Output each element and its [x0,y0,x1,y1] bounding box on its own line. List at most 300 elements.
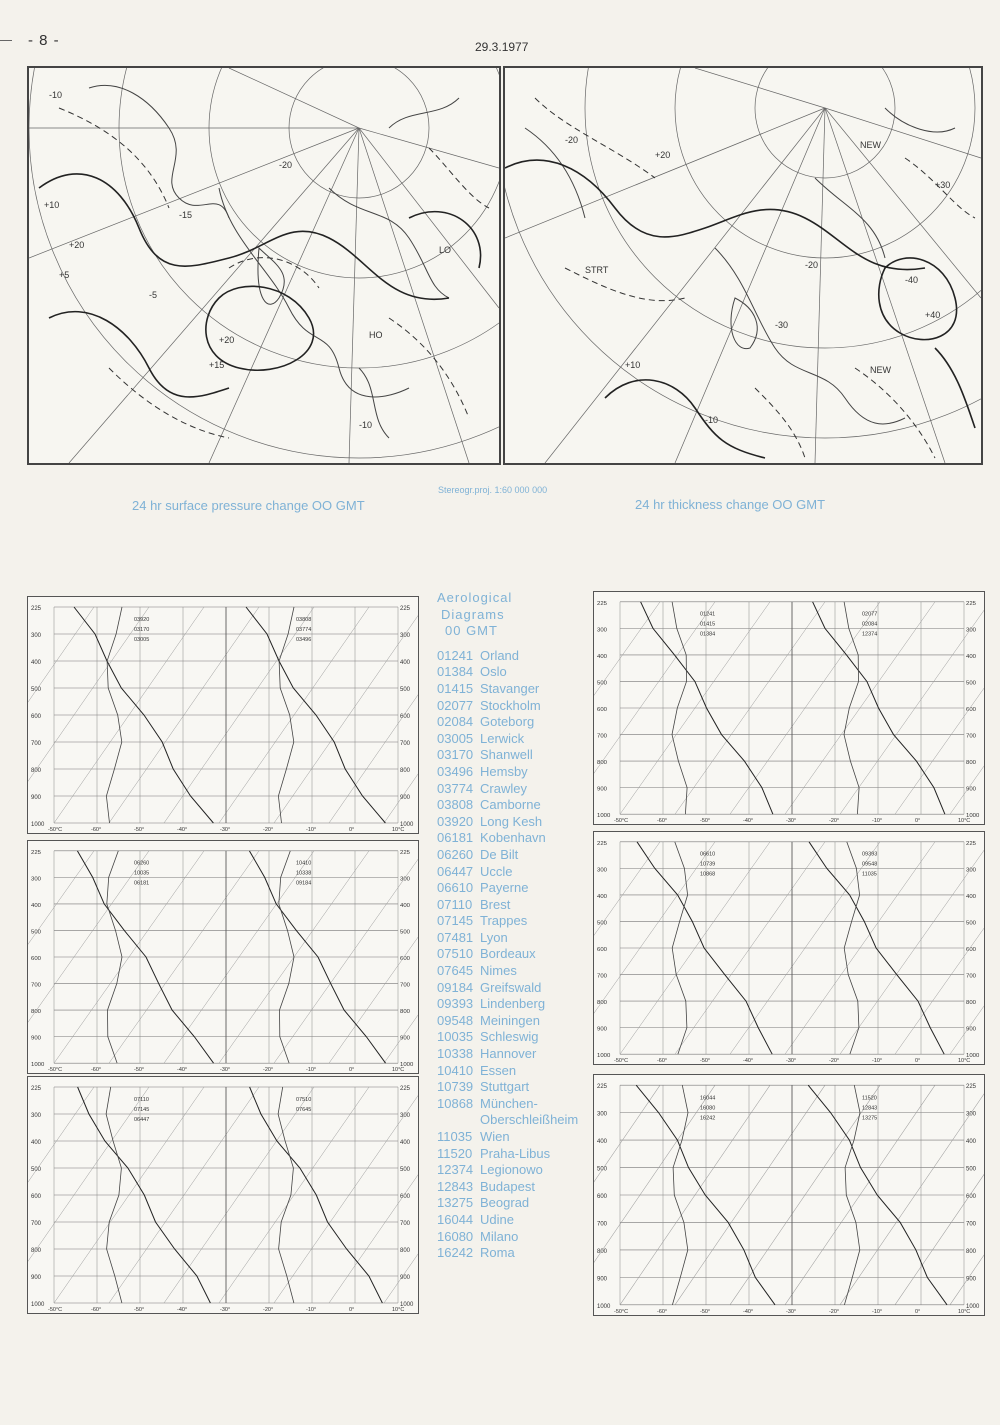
station-row [437,1112,578,1129]
pressure-label: 300 [597,867,608,874]
station-code-label: 12374 [862,631,878,638]
pressure-label: 600 [966,1194,977,1201]
thickness-caption: 24 hr thickness change OO GMT [635,497,826,512]
temperature-label: -60° [657,1308,668,1315]
station-name: Lerwick [480,730,525,746]
pressure-label: 500 [400,1167,411,1173]
pressure-label: 400 [966,653,977,660]
temperature-label: -60° [91,1067,102,1073]
pressure-label: 500 [399,929,411,936]
station-row [437,880,578,897]
station-name: Legionowo [480,1162,543,1178]
map-label: +20 [219,335,235,345]
station-code-label: 06447 [134,1117,150,1123]
station-code: 07110 [437,896,473,912]
pressure-label: 225 [399,849,411,856]
station-code-label: 16080 [700,1105,716,1112]
station-name: Wien [480,1129,510,1144]
station-name: Schleswig [480,1029,539,1045]
pressure-label: 300 [31,633,42,639]
station-row [437,714,578,731]
pressure-label: 700 [400,741,411,747]
pressure-label: 800 [400,768,411,774]
pressure-label: 300 [597,1111,608,1118]
station-name: Stuttgart [480,1079,530,1095]
station-name: Bordeaux [480,946,536,962]
temperature-label: -60° [657,1058,668,1064]
station-code-label: 02077 [862,611,878,618]
pressure-label: 500 [31,929,42,936]
temperature-label: 10°C [392,1307,405,1313]
pressure-label: 800 [597,760,608,767]
temperature-label: -10° [872,1308,883,1315]
station-row [437,913,578,930]
station-code: 16242 [437,1245,474,1261]
temperature-label: -50° [700,818,711,824]
station-code-label: 07645 [296,1107,312,1113]
station-code: 01241 [437,647,474,663]
station-name: Crawley [480,780,527,796]
station-code-label: 01384 [700,631,716,638]
station-code: 02084 [437,714,474,730]
station-code: 09184 [437,979,474,995]
pressure-label: 300 [400,1113,411,1119]
projection-caption: Stereogr.proj. 1:60 000 000 [438,485,548,495]
map-label: -10 [49,90,63,100]
station-row [437,1162,578,1179]
pressure-label: 400 [597,893,608,900]
station-code: 11035 [437,1129,473,1144]
map-label: NEW [870,365,891,375]
map-label: +5 [59,270,70,280]
pressure-label: 700 [31,982,42,989]
station-name: Milano [480,1228,519,1244]
thickness-change-map [503,66,983,465]
station-code-label: 02084 [862,621,878,628]
temperature-label: 0° [349,827,355,833]
station-name: Lyon [480,929,508,945]
pressure-label: 800 [399,1009,411,1016]
legend-title [437,590,578,640]
station-name: Nimes [480,963,517,979]
pressure-label: 225 [966,840,977,847]
temperature-label: -30° [786,1308,797,1315]
temperature-label: 0° [915,1058,921,1064]
pressure-label: 700 [597,1221,608,1228]
temperature-label: 0° [349,1307,355,1313]
temperature-label: -30° [786,1058,797,1064]
station-code: 13275 [437,1195,474,1211]
temperature-label: 10°C [958,1058,971,1064]
isallobar-solid-lines [39,174,481,397]
temperature-label: -30° [786,818,797,824]
pressure-label: 500 [597,920,608,927]
map-label: -20 [565,135,579,145]
station-row [437,830,578,847]
station-row [437,648,578,665]
pressure-label: 500 [597,1166,608,1173]
pressure-label: 400 [966,1139,977,1146]
pressure-label: 800 [966,1248,977,1255]
station-code-label: 06181 [134,880,150,887]
station-row [437,864,578,881]
pressure-label: 225 [31,1086,42,1092]
temperature-label: -10° [306,1307,317,1313]
temperature-label: -40° [177,827,188,833]
temperature-label: -50°C [614,818,629,824]
station-code-label: 09548 [862,861,878,868]
pressure-label: 500 [966,920,977,927]
temperature-label: -20° [829,818,840,824]
diagram-graphic [594,832,984,1064]
temperature-label: -40° [743,818,754,824]
pressure-label: 700 [31,741,42,747]
pressure-label: 1000 [399,1062,414,1069]
station-name: Oslo [480,664,507,680]
pressure-label: 600 [31,714,42,720]
station-code-label: 10035 [134,870,150,877]
station-code: 03005 [437,730,474,746]
pressure-label: 1000 [966,813,980,820]
pressure-label: 500 [966,1166,977,1173]
station-name: De Bilt [480,846,519,862]
diagram-graphic [594,1075,984,1315]
station-row [437,681,578,698]
temperature-label: -50° [134,827,145,833]
station-row [437,731,578,748]
temperature-label: 10°C [391,1067,405,1073]
pressure-label: 700 [966,733,977,740]
temperature-label: -20° [829,1308,840,1315]
temperature-label: -50°C [48,1307,63,1313]
temperature-label: -50° [700,1308,711,1315]
pressure-label: 900 [399,1035,411,1042]
pressure-label: 600 [31,1194,42,1200]
map-label: +10 [625,360,641,370]
pressure-label: 600 [966,706,977,713]
temperature-label: 10°C [958,818,971,824]
pressure-label: 300 [966,1111,977,1118]
pressure-label: 300 [597,627,608,634]
station-code-label: 10868 [700,871,716,878]
station-name: Brest [480,896,511,912]
station-code: 10739 [437,1079,474,1095]
station-code-label: 16242 [700,1115,716,1122]
station-code: 06447 [437,863,474,879]
pressure-label: 1000 [31,1302,45,1308]
temperature-label: -60° [657,818,668,824]
temperature-label: -10° [306,1067,317,1073]
pressure-label: 300 [31,1113,42,1119]
surface-pressure-change-map [27,66,501,465]
station-code [437,1112,480,1129]
temperature-label: -50°C [614,1308,629,1315]
pressure-label: 1000 [31,1062,45,1069]
temperature-label: -30° [220,827,231,833]
station-code-label: 11520 [862,1095,877,1102]
pressure-label: 600 [966,946,977,953]
temperature-label: -50°C [48,1067,63,1073]
station-code: 03808 [437,797,474,813]
station-code-label: 12843 [862,1105,878,1112]
pressure-label: 1000 [400,822,414,828]
station-name: Udine [480,1211,514,1227]
station-row [437,664,578,681]
station-code: 10035 [437,1029,474,1045]
map-label: +10 [44,200,60,210]
pressure-label: 300 [966,867,977,874]
map-label: -20 [279,160,293,170]
map-label: -5 [149,290,158,300]
temperature-label: -20° [263,827,274,833]
map-projection-grid [505,68,981,463]
station-row [437,847,578,864]
pressure-label: 900 [31,1275,42,1281]
temperature-label: -60° [91,827,102,833]
station-name: Trappes [480,913,528,929]
pressure-label: 225 [400,606,411,612]
diagram-graphic [28,597,418,833]
pressure-label: 1000 [597,1053,611,1060]
aerological-diagram [593,591,985,825]
station-row [437,897,578,914]
pressure-label: 1000 [966,1053,980,1060]
map-label: NEW [860,140,881,150]
temperature-label: -20° [263,1067,274,1073]
pressure-label: 900 [400,1275,411,1281]
station-code: 12374 [437,1162,474,1178]
station-name: München- [480,1095,538,1111]
pressure-label: 500 [966,680,977,687]
station-code-label: 03920 [134,617,150,623]
map-label: +30 [935,180,951,190]
station-code: 03920 [437,813,474,829]
station-code-label: 03808 [296,617,312,623]
station-code-label: 07110 [134,1097,149,1103]
pressure-label: 225 [31,606,42,612]
pressure-label: 600 [31,955,42,962]
station-row [437,814,578,831]
surface-pressure-caption: 24 hr surface pressure change OO GMT [132,498,365,513]
pressure-label: 225 [597,840,608,847]
legend-title-line: 00 GMT [445,623,498,639]
aerological-diagram [593,831,985,1065]
station-row [437,930,578,947]
pressure-label: 800 [597,1248,608,1255]
temperature-label: -20° [263,1307,274,1313]
pressure-label: 600 [400,714,411,720]
pressure-label: 700 [399,982,411,989]
station-row [437,1079,578,1096]
station-name: Praha-Libus [480,1145,551,1161]
station-row [437,698,578,715]
pressure-label: 1000 [966,1303,980,1310]
station-code: 12843 [437,1178,474,1194]
pressure-label: 700 [597,973,608,980]
temperature-label: 10°C [958,1308,971,1315]
temperature-label: -30° [220,1307,231,1313]
station-row [437,1013,578,1030]
station-name: Stavanger [480,680,540,696]
pressure-label: 800 [966,1000,977,1007]
station-row [437,747,578,764]
thickness-map-graphic [505,68,981,463]
page-edge-mark [0,40,12,41]
pressure-label: 900 [966,786,977,793]
station-row [437,1029,578,1046]
pressure-label: 1000 [597,1303,611,1310]
pressure-label: 400 [399,902,411,909]
station-code: 06260 [437,846,474,862]
pressure-label: 900 [597,1026,608,1033]
station-row [437,1146,578,1163]
map-projection-grid [29,68,499,463]
station-name: Payerne [480,880,529,896]
station-code: 06610 [437,880,474,896]
station-row [437,1229,578,1246]
pressure-label: 225 [597,600,608,607]
pressure-label: 400 [31,1140,42,1146]
pressure-label: 400 [966,893,977,900]
pressure-label: 900 [400,795,411,801]
pressure-label: 400 [31,660,42,666]
temperature-label: 0° [349,1067,355,1073]
pressure-label: 400 [597,653,608,660]
station-code: 16080 [437,1228,474,1244]
station-code-label: 13275 [862,1115,878,1122]
station-name: Long Kesh [480,813,543,829]
pressure-label: 700 [966,973,977,980]
pressure-label: 500 [400,687,411,693]
station-row [437,1195,578,1212]
station-name: Kobenhavn [480,830,546,846]
station-name: Goteborg [480,714,535,730]
temperature-label: -10° [306,827,317,833]
diagram-graphic [28,1077,418,1313]
station-code: 01384 [437,664,474,680]
station-name: Stockholm [480,697,541,713]
pressure-label: 600 [399,955,411,962]
station-code: 02077 [437,697,474,713]
map-label: HO [369,330,383,340]
pressure-label: 600 [597,1194,608,1201]
map-label: -15 [179,210,193,220]
pressure-label: 900 [31,795,42,801]
station-code: 01415 [437,680,474,696]
legend-title-line: Diagrams [441,606,505,622]
station-code-label: 01415 [700,621,716,628]
pressure-label: 1000 [597,813,611,820]
station-name: Meiningen [480,1012,540,1028]
map-label: +40 [925,310,941,320]
pressure-label: 800 [966,760,977,767]
station-code: 11520 [437,1145,473,1161]
station-row [437,1063,578,1080]
temperature-label: -20° [829,1058,840,1064]
pressure-label: 700 [400,1221,411,1227]
aerological-legend [437,590,578,1262]
station-code-label: 09184 [296,880,312,887]
pressure-label: 900 [966,1026,977,1033]
station-row [437,963,578,980]
station-code: 07481 [437,929,474,945]
pressure-label: 225 [966,600,977,607]
temperature-label: -50° [134,1067,145,1073]
station-code-label: 07145 [134,1107,150,1113]
aerological-diagram [27,1076,419,1314]
pressure-label: 900 [597,786,608,793]
pressure-label: 700 [597,733,608,740]
station-name: Greifswald [480,979,542,995]
aerological-diagram [27,596,419,834]
temperature-label: -50°C [614,1058,629,1064]
pressure-label: 900 [966,1276,977,1283]
pressure-label: 700 [966,1221,977,1228]
station-code-label: 16044 [700,1095,716,1102]
station-name: Beograd [480,1195,530,1211]
station-row [437,980,578,997]
pressure-label: 800 [31,768,42,774]
temperature-label: -50°C [48,827,63,833]
station-code: 07145 [437,913,474,929]
station-name: Essen [480,1062,517,1078]
station-code: 09548 [437,1012,474,1028]
pressure-label: 225 [400,1086,411,1092]
station-name: Oberschleißheim [480,1112,579,1128]
station-name: Hemsby [480,763,528,779]
temperature-label: -50° [700,1058,711,1064]
temperature-label: -40° [743,1308,754,1315]
pressure-label: 300 [400,633,411,639]
pressure-label: 400 [597,1139,608,1146]
pressure-label: 600 [400,1194,411,1200]
temperature-label: 0° [915,1308,921,1315]
station-code-label: 11035 [862,871,877,878]
station-code-label: 03170 [134,627,150,633]
isallobar-dashed-lines [59,108,489,438]
surface-pressure-map-graphic [29,68,499,463]
temperature-label: -10° [872,1058,883,1064]
station-row [437,996,578,1013]
station-name: Hannover [480,1046,537,1062]
temperature-label: 0° [915,818,921,824]
temperature-label: -40° [177,1307,188,1313]
temperature-label: -40° [177,1067,188,1073]
station-row [437,1129,578,1146]
map-label: +20 [655,150,671,160]
map-label: -30 [775,320,789,330]
station-code: 06181 [437,830,474,846]
station-code-label: 03774 [296,627,312,633]
station-code: 10868 [437,1095,474,1111]
pressure-label: 900 [597,1276,608,1283]
station-row [437,1179,578,1196]
pressure-label: 800 [597,1000,608,1007]
diagram-graphic [594,592,984,824]
page-number: - 8 - [28,32,60,49]
station-code-label: 09393 [862,851,878,858]
station-list [437,648,578,1262]
pressure-label: 700 [31,1221,42,1227]
pressure-label: 300 [966,627,977,634]
station-code: 03496 [437,763,474,779]
station-row [437,1245,578,1262]
station-name: Uccle [480,863,513,879]
station-row [437,797,578,814]
pressure-label: 225 [31,849,42,856]
temperature-label: -10° [872,818,883,824]
station-name: Lindenberg [480,996,546,1012]
